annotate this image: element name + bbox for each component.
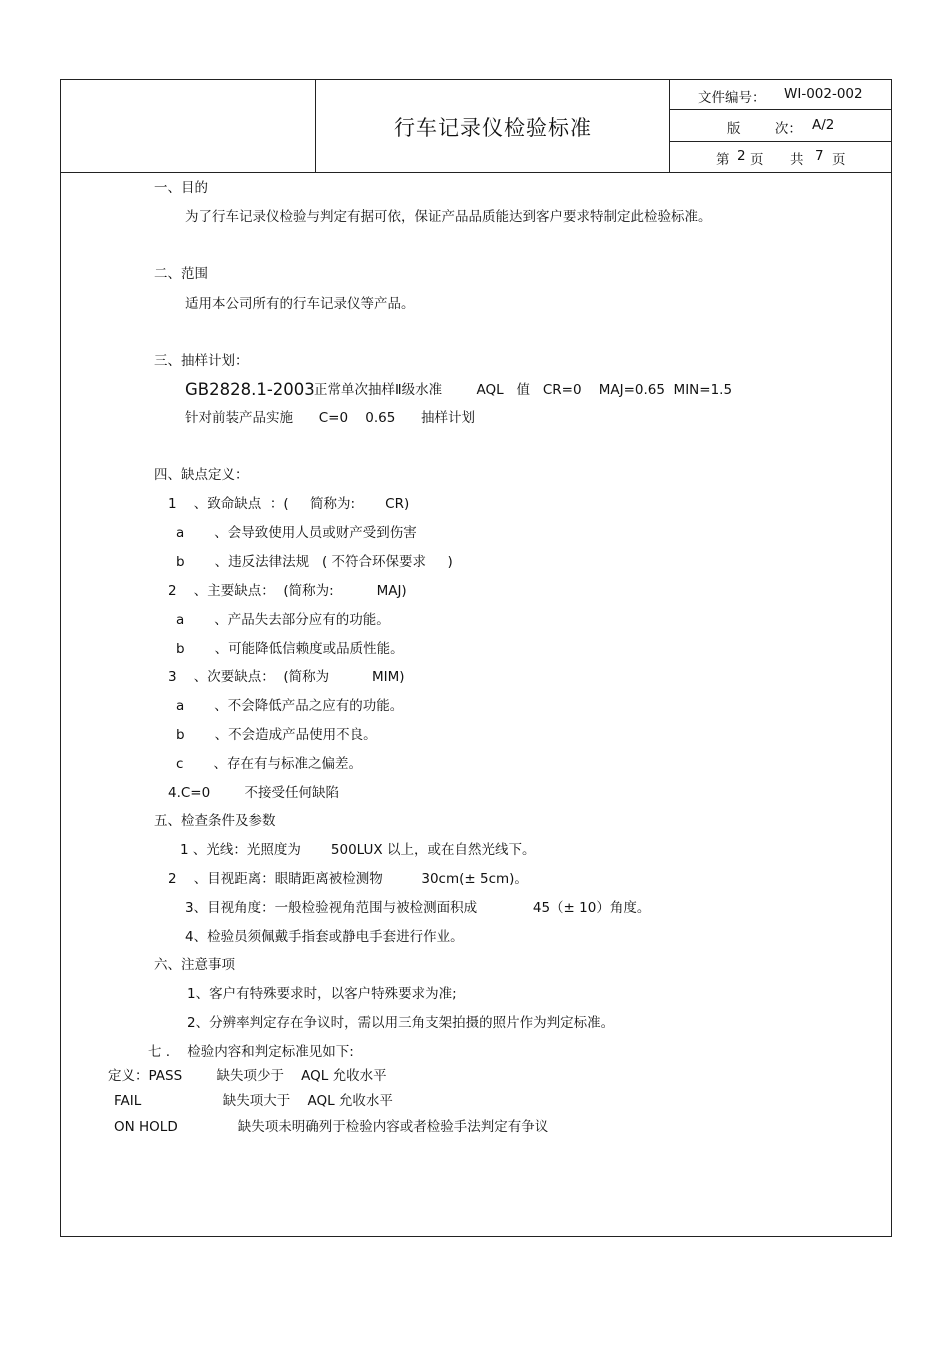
defect-item: 4.C=0 不接受任何缺陷 bbox=[168, 785, 340, 801]
version-value: A/2 bbox=[812, 117, 835, 133]
page-unit: 页 bbox=[750, 152, 764, 168]
defect-item: 1 、致命缺点 ：( 简称为: CR) bbox=[168, 496, 410, 512]
sampling-standard: GB2828.1-2003 bbox=[185, 380, 315, 399]
document-title: 行车记录仪检验标准 bbox=[394, 115, 592, 140]
page-total-prefix: 共 bbox=[790, 152, 804, 168]
document-frame bbox=[60, 79, 892, 1237]
defect-item: a 、会导致使用人员或财产受到伤害 bbox=[176, 525, 417, 541]
section-6-title: 六、注意事项 bbox=[154, 957, 235, 973]
section-7-title: 七 . 检验内容和判定标准见如下: bbox=[148, 1044, 354, 1060]
definition-on-hold: ON HOLD 缺失项未明确列于检验内容或者检验手法判定有争议 bbox=[114, 1119, 549, 1135]
defect-item: 2 、主要缺点： (简称为: MAJ) bbox=[168, 583, 407, 599]
section-2-title: 二、范围 bbox=[154, 266, 208, 282]
sampling-plan-line-1: 正常单次抽样Ⅱ级水准 AQL 值 CR=0 MAJ=0.65 MIN=1.5 bbox=[314, 382, 733, 398]
page-current: 2 bbox=[737, 148, 746, 164]
definition-pass: 定义：PASS 缺失项少于 AQL 允收水平 bbox=[108, 1068, 387, 1084]
defect-item: c 、存在有与标准之偏差。 bbox=[176, 756, 362, 772]
defect-item: b 、不会造成产品使用不良。 bbox=[176, 727, 377, 743]
section-4-title: 四、缺点定义： bbox=[154, 467, 249, 483]
page-total: 7 bbox=[815, 148, 824, 164]
defect-item: b 、可能降低信赖度或品质性能。 bbox=[176, 641, 404, 657]
inspection-condition: 1 、光线：光照度为 500LUX 以上，或在自然光线下。 bbox=[180, 842, 536, 858]
defect-item: a 、不会降低产品之应有的功能。 bbox=[176, 698, 404, 714]
note-item: 2、分辨率判定存在争议时，需以用三角支架拍摄的照片作为判定标准。 bbox=[187, 1015, 615, 1031]
header-row-rule-2 bbox=[669, 141, 892, 142]
defect-item: b 、违反法律法规 ( 不符合环保要求 ) bbox=[176, 554, 453, 570]
sampling-plan-line-2: 针对前装产品实施 C=0 0.65 抽样计划 bbox=[185, 410, 476, 426]
doc-no-label: 文件编号： bbox=[698, 90, 766, 106]
section-5-title: 五、检查条件及参数 bbox=[154, 813, 276, 829]
doc-no-value: WI-002-002 bbox=[784, 86, 863, 102]
section-3-title: 三、抽样计划： bbox=[154, 353, 249, 369]
inspection-condition: 2 、目视距离：眼睛距离被检测物 30cm(± 5cm)。 bbox=[168, 871, 528, 887]
defect-item: a 、产品失去部分应有的功能。 bbox=[176, 612, 390, 628]
definition-fail: FAIL 缺失项大于 AQL 允收水平 bbox=[114, 1093, 393, 1109]
page-prefix: 第 bbox=[716, 152, 730, 168]
page-total-unit: 页 bbox=[832, 152, 846, 168]
section-1-title: 一、目的 bbox=[154, 180, 208, 196]
defect-item: 3 、次要缺点： (简称为 MIM) bbox=[168, 669, 405, 685]
header-row-rule-1 bbox=[669, 109, 892, 110]
note-item: 1、客户有特殊要求时，以客户特殊要求为准; bbox=[187, 986, 457, 1002]
section-2-body: 适用本公司所有的行车记录仪等产品。 bbox=[185, 296, 415, 312]
inspection-condition: 4、检验员须佩戴手指套或静电手套进行作业。 bbox=[185, 929, 464, 945]
version-label: 版 次： bbox=[727, 121, 802, 137]
section-1-body: 为了行车记录仪检验与判定有据可依，保证产品品质能达到客户要求特制定此检验标准。 bbox=[185, 209, 712, 225]
inspection-condition: 3、目视角度：一般检验视角范围与被检测面积成 45（± 10）角度。 bbox=[185, 900, 651, 916]
